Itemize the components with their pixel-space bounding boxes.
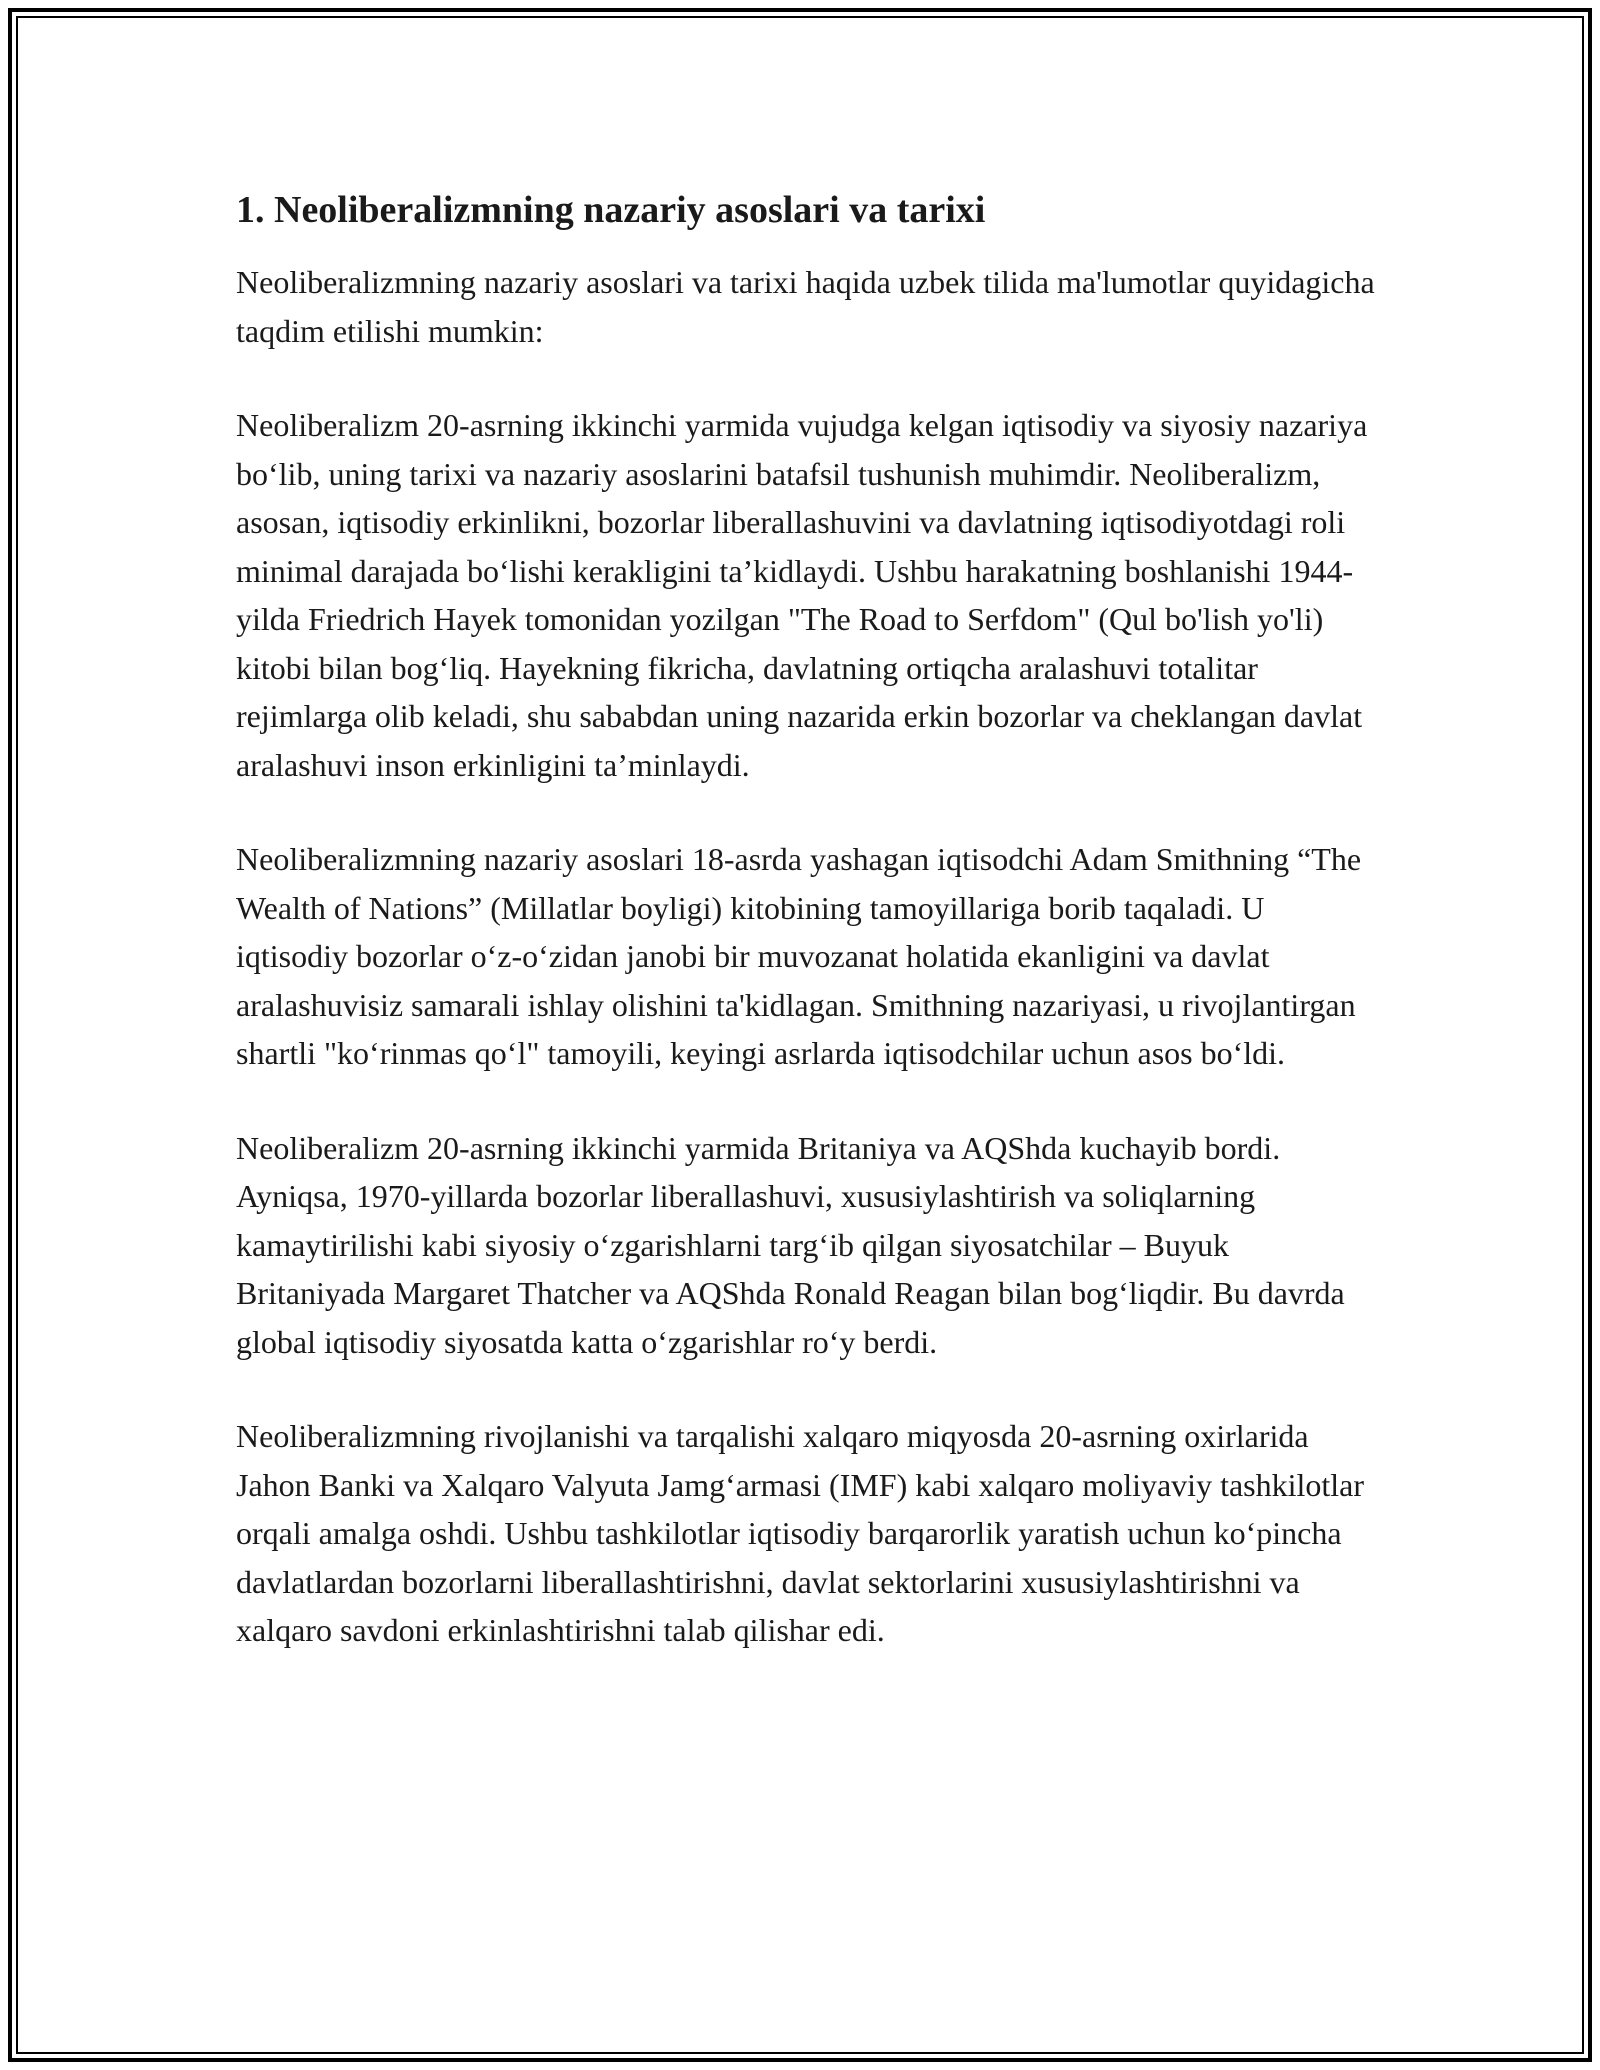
paragraph-britain-usa: Neoliberalizm 20-asrning ikkinchi yarmida Britaniya va AQShda kuchayib bordi. Ayniqsa, 1970-yillarda bozorlar liberallashuvi, xususiylashtirish va soliqlarning kamaytirilishi kabi siyosiy o‘zgarishlarni targ‘ib qilgan siyosatchilar – Buyuk Britaniyada Margaret Thatcher va AQShda Ronald Reagan bilan bog‘liqdir. Bu davrda global iqtisodiy siyosatda katta o‘zgarishlar ro‘y berdi. bbox=[236, 1129, 1345, 1360]
section-heading: 1. Neoliberalizmning nazariy asoslari va tarixi bbox=[236, 189, 986, 231]
paragraph-international: Neoliberalizmning rivojlanishi va tarqalishi xalqaro miqyosda 20-asrning oxirlarida Jahon Banki va Xalqaro Valyuta Jamg‘armasi (IMF) kabi xalqaro moliyaviy tashkilotlar orqali amalga oshdi. Ushbu tashkilotlar iqtisodiy barqarorlik yaratish uchun ko‘pincha davlatlardan bozorlarni liberallashtirishni, davlat sektorlarini xususiylashtirishni va xalqaro savdoni erkinlashtirishni talab qilishar edi. bbox=[236, 1418, 1365, 1648]
paragraph-origins: Neoliberalizm 20-asrning ikkinchi yarmida vujudga kelgan iqtisodiy va siyosiy nazariya bo‘lib, uning tarixi va nazariy asoslarini batafsil tushunish muhimdir. Neoliberalizm, asosan, iqtisodiy erkinlikni, bozorlar liberallashuvini va davlatning iqtisodiyotdagi roli minimal darajada bo‘lishi kerakligini ta’kidlaydi. Ushbu harakatning boshlanishi 1944-yilda Friedrich Hayek tomonidan yozilgan "The Road to Serfdom" (Qul bo'lish yo'li) kitobi bilan bog‘liq. Hayekning fikricha, davlatning ortiqcha aralashuvi totalitar rejimlarga olib keladi, shu sababdan uning nazarida erkin bozorlar va cheklangan davlat aralashuvi inson erkinligini ta’minlaydi. bbox=[236, 407, 1368, 783]
paragraph-theory: Neoliberalizmning nazariy asoslari 18-asrda yashagan iqtisodchi Adam Smithning “The Wealth of Nations” (Millatlar boyligi) kitobining tamoyillariga borib taqaladi. U iqtisodiy bozorlar o‘z-o‘zidan janobi bir muvozanat holatida ekanligini va davlat aralashuvisiz samarali ishlay olishini ta'kidlagan. Smithning nazariyasi, u rivojlantirgan shartli "ko‘rinmas qo‘l" tamoyili, keyingi asrlarda iqtisodchilar uchun asos bo‘ldi. bbox=[236, 841, 1362, 1071]
document-body bbox=[236, 184, 1376, 1655]
paragraph-intro: Neoliberalizmning nazariy asoslari va tarixi haqida uzbek tilida ma'lumotlar quyidagicha taqdim etilishi mumkin: bbox=[236, 264, 1375, 349]
